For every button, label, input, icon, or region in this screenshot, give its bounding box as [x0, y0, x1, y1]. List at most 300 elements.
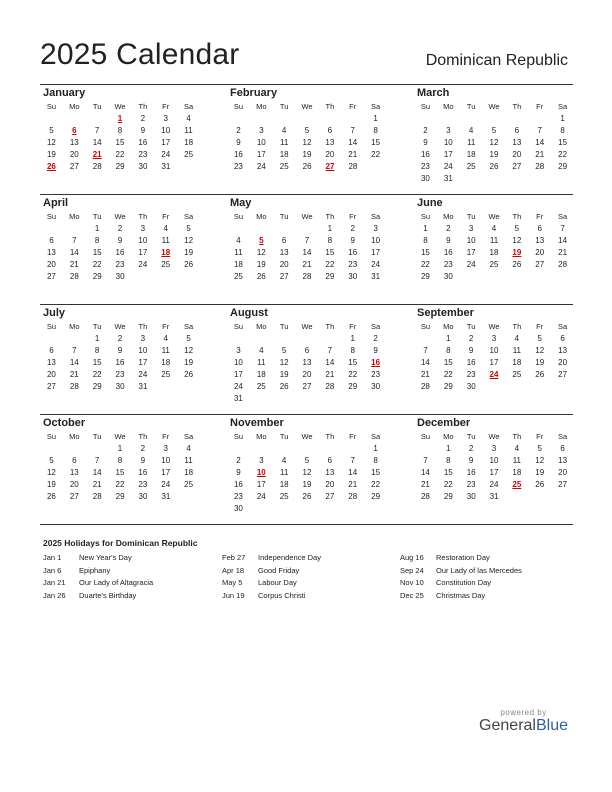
weekday-label: We: [301, 102, 313, 111]
week-row: [227, 393, 387, 405]
holiday-item-date: Jun 19: [222, 590, 245, 600]
day-cell: 25: [161, 370, 171, 379]
day-cell: 9: [117, 236, 123, 245]
day-cell: 15: [115, 468, 125, 477]
day-cell: 2: [468, 444, 474, 453]
day-cell: 12: [279, 358, 289, 367]
holiday-item-date: Sep 24: [400, 565, 424, 575]
day-cell: 8: [117, 126, 123, 135]
day-cell: 2: [236, 456, 241, 465]
weekday-label: Th: [325, 322, 335, 331]
week-row: [414, 479, 574, 491]
footer-logo: [479, 708, 568, 735]
brand-text-blue: Blue: [535, 717, 568, 734]
day-cell: 4: [514, 334, 520, 343]
week-row: [227, 333, 387, 345]
week-row: [227, 125, 387, 137]
month-october: [40, 414, 200, 503]
day-cell: 30: [138, 492, 148, 501]
day-cell: 13: [302, 358, 312, 367]
weekday-label: Sa: [370, 322, 381, 331]
day-cell: 29: [443, 382, 453, 391]
holiday-item-date: Jan 21: [43, 578, 66, 587]
weekday-label: Tu: [466, 432, 476, 441]
day-cell: 27: [46, 272, 56, 281]
holiday-item-date: Feb 27: [222, 553, 246, 562]
day-cell: 13: [69, 138, 79, 147]
holiday-item: [400, 590, 575, 603]
day-cell: 2: [117, 334, 123, 343]
day-cell: 19: [279, 370, 289, 379]
day-cell: 20: [279, 260, 289, 269]
day-cell: 17: [138, 358, 148, 367]
week-row: [414, 161, 574, 173]
day-cell: 21: [69, 260, 79, 269]
week-row: [227, 381, 387, 393]
day-cell: 1: [350, 334, 355, 343]
week-row: [40, 161, 200, 173]
powered-by-text: powered by: [500, 708, 547, 717]
day-cell: 24: [233, 382, 243, 391]
day-cell: 15: [558, 138, 568, 147]
day-cell: 13: [46, 248, 56, 257]
day-cell: 18: [279, 150, 289, 159]
day-cell: 11: [161, 346, 170, 355]
week-row: [414, 223, 574, 235]
day-cell: 24: [466, 260, 476, 269]
empty-cell: [227, 113, 250, 125]
week-row: [414, 443, 574, 455]
day-cell: 1: [94, 334, 100, 343]
empty-cell: [296, 443, 319, 455]
day-cell: 27: [46, 382, 56, 391]
weekday-label: We: [301, 212, 313, 221]
day-cell: 30: [371, 382, 381, 391]
day-cell: 26: [184, 370, 194, 379]
day-cell: 3: [163, 114, 168, 123]
weekday-label: Sa: [183, 102, 194, 111]
weekday-label: Th: [138, 212, 148, 221]
month-band: [40, 414, 573, 524]
day-cell: 22: [558, 150, 568, 159]
day-cell: 23: [348, 260, 358, 269]
week-row: [227, 149, 387, 161]
day-cell: 9: [236, 468, 241, 477]
day-cell: 19: [46, 150, 56, 159]
day-cell: 5: [537, 444, 542, 453]
day-cell: 16: [466, 468, 476, 477]
day-cell: 9: [140, 126, 146, 135]
weekday-label: Su: [420, 102, 431, 111]
day-cell: 24: [161, 480, 171, 489]
weekday-label: Mo: [443, 432, 454, 441]
month-march: [414, 84, 574, 185]
day-cell: 11: [161, 236, 170, 245]
day-cell: 15: [371, 468, 381, 477]
day-cell: 19: [184, 358, 194, 367]
holiday-item: [43, 565, 218, 578]
day-cell: 16: [466, 358, 476, 367]
day-cell: 20: [325, 480, 335, 489]
day-cell: 9: [373, 346, 378, 355]
weekday-label: Su: [46, 432, 57, 441]
weekday-label: Fr: [162, 322, 170, 331]
day-cell: 26: [184, 260, 194, 269]
day-cell: 6: [560, 334, 565, 343]
week-row: [40, 345, 200, 357]
weekday-label: Th: [512, 212, 522, 221]
week-row: [40, 247, 200, 259]
week-row: [414, 357, 574, 369]
day-cell: 4: [186, 114, 191, 123]
day-cell: 15: [325, 248, 335, 257]
day-cell: 1: [94, 224, 100, 233]
holiday-date: 5: [259, 236, 264, 245]
day-cell: 9: [140, 456, 146, 465]
day-cell: 23: [138, 150, 148, 159]
day-cell: 8: [373, 126, 378, 135]
week-row: [414, 247, 574, 259]
day-cell: 14: [535, 138, 545, 147]
week-row: [227, 479, 387, 491]
day-cell: 19: [184, 248, 194, 257]
weekday-label: Th: [512, 322, 522, 331]
day-cell: 12: [535, 346, 545, 355]
day-cell: 30: [420, 174, 430, 183]
week-row: [414, 333, 574, 345]
month-name: November: [230, 417, 284, 429]
day-cell: 16: [115, 248, 125, 257]
weekday-header: [227, 211, 387, 223]
empty-cell: [414, 333, 437, 345]
week-row: [414, 491, 574, 503]
day-cell: 15: [420, 248, 430, 257]
holiday-item-date: Apr 18: [222, 565, 245, 575]
day-cell: 3: [491, 334, 497, 343]
day-cell: 24: [371, 260, 381, 269]
day-cell: 2: [236, 126, 241, 135]
day-cell: 22: [371, 150, 381, 159]
day-cell: 29: [92, 272, 102, 281]
day-cell: 10: [161, 456, 171, 465]
weekday-label: We: [488, 212, 500, 221]
day-cell: 18: [256, 370, 266, 379]
day-cell: 6: [49, 346, 54, 355]
weekday-label: Mo: [443, 102, 454, 111]
day-cell: 8: [446, 346, 451, 355]
weekday-header: [414, 431, 574, 443]
empty-cell: [250, 443, 273, 455]
week-row: [227, 455, 387, 467]
day-cell: 26: [512, 260, 522, 269]
holiday-item-name: Our Lady of las Mercedes: [436, 565, 522, 575]
month-name: December: [417, 417, 471, 429]
empty-cell: [341, 443, 364, 455]
day-cell: 13: [558, 456, 568, 465]
day-cell: 31: [443, 174, 453, 183]
day-cell: 26: [535, 480, 545, 489]
day-cell: 22: [348, 370, 358, 379]
day-cell: 13: [512, 138, 522, 147]
weekday-label: Tu: [92, 102, 102, 111]
holiday-item-date: Aug 16: [400, 553, 424, 562]
day-cell: 12: [184, 346, 194, 355]
weekday-label: Fr: [349, 432, 357, 441]
weekday-label: Fr: [349, 102, 357, 111]
day-cell: 17: [161, 468, 171, 477]
weekday-header: [40, 431, 200, 443]
empty-cell: [414, 113, 437, 125]
day-cell: 12: [302, 468, 312, 477]
holiday-item-name: Corpus Christi: [258, 590, 306, 600]
day-cell: 19: [535, 358, 545, 367]
weekday-label: Tu: [279, 212, 289, 221]
month-name: April: [43, 197, 69, 209]
weekday-label: Sa: [183, 212, 194, 221]
day-cell: 25: [489, 260, 499, 269]
holiday-column: [222, 552, 397, 602]
day-cell: 2: [423, 126, 428, 135]
day-cell: 20: [69, 480, 79, 489]
day-cell: 18: [512, 358, 522, 367]
day-cell: 7: [560, 224, 565, 233]
day-cell: 24: [256, 492, 266, 501]
week-row: [227, 137, 387, 149]
holiday-item-date: Jan 1: [43, 553, 62, 562]
day-cell: 1: [327, 224, 333, 233]
empty-cell: [40, 113, 63, 125]
weekday-label: Fr: [162, 102, 170, 111]
month-name: February: [230, 87, 278, 99]
month-december: [414, 414, 574, 503]
brand-logo: [479, 717, 568, 735]
day-cell: 21: [348, 150, 358, 159]
day-cell: 24: [138, 260, 148, 269]
day-cell: 11: [279, 468, 289, 477]
weekday-label: We: [488, 322, 500, 331]
day-cell: 12: [184, 236, 194, 245]
day-cell: 5: [304, 456, 310, 465]
day-cell: 21: [348, 480, 358, 489]
day-cell: 5: [281, 346, 287, 355]
holiday-item: [43, 577, 218, 590]
weekday-label: Mo: [256, 322, 267, 331]
day-cell: 23: [371, 370, 381, 379]
day-cell: 10: [161, 126, 171, 135]
weekday-label: Su: [233, 102, 244, 111]
day-cell: 5: [186, 224, 191, 233]
weekday-label: Mo: [256, 432, 267, 441]
day-cell: 10: [466, 236, 476, 245]
weekday-label: Th: [325, 102, 335, 111]
day-cell: 17: [489, 358, 499, 367]
day-cell: 8: [117, 456, 123, 465]
day-cell: 20: [535, 248, 545, 257]
weekday-label: We: [301, 322, 313, 331]
day-cell: 10: [138, 236, 148, 245]
week-row: [414, 173, 574, 185]
day-cell: 25: [279, 162, 289, 171]
holiday-date: 21: [92, 150, 102, 159]
holiday-item-name: New Year's Day: [79, 553, 132, 562]
empty-cell: [296, 223, 319, 235]
holiday-item-date: Nov 10: [400, 578, 424, 587]
week-row: [414, 369, 574, 381]
day-cell: 23: [233, 492, 243, 501]
weekday-header: [414, 321, 574, 333]
day-cell: 30: [233, 504, 243, 513]
day-cell: 22: [115, 480, 125, 489]
holiday-date: 10: [256, 468, 266, 477]
day-cell: 10: [256, 138, 266, 147]
day-cell: 12: [46, 468, 56, 477]
weekday-label: Th: [325, 212, 335, 221]
day-cell: 28: [535, 162, 545, 171]
day-cell: 26: [46, 492, 56, 501]
day-cell: 11: [279, 138, 289, 147]
day-cell: 22: [325, 260, 335, 269]
day-cell: 12: [489, 138, 499, 147]
day-cell: 28: [420, 492, 430, 501]
week-row: [414, 345, 574, 357]
week-row: [414, 259, 574, 271]
day-cell: 10: [443, 138, 453, 147]
day-cell: 4: [259, 346, 264, 355]
day-cell: 30: [466, 492, 476, 501]
day-cell: 25: [279, 492, 289, 501]
month-name: January: [43, 87, 86, 99]
day-cell: 16: [138, 468, 148, 477]
day-cell: 31: [138, 382, 148, 391]
day-cell: 3: [446, 126, 451, 135]
empty-cell: [318, 113, 341, 125]
day-cell: 8: [423, 236, 428, 245]
day-cell: 18: [184, 468, 194, 477]
week-row: [227, 369, 387, 381]
weekday-label: Sa: [183, 432, 194, 441]
weekday-label: Fr: [536, 322, 544, 331]
day-cell: 1: [117, 444, 123, 453]
holiday-date: 25: [512, 480, 522, 489]
week-row: [414, 467, 574, 479]
day-cell: 27: [69, 492, 79, 501]
empty-cell: [483, 113, 506, 125]
day-cell: 22: [115, 150, 125, 159]
week-row: [414, 113, 574, 125]
day-cell: 16: [420, 150, 430, 159]
month-january: [40, 84, 200, 173]
day-cell: 21: [302, 260, 312, 269]
week-row: [40, 113, 200, 125]
day-cell: 22: [92, 260, 102, 269]
week-row: [40, 271, 200, 283]
week-row: [414, 125, 574, 137]
day-cell: 4: [281, 126, 287, 135]
weekday-header: [227, 431, 387, 443]
day-cell: 18: [512, 468, 522, 477]
weekday-label: We: [114, 212, 126, 221]
day-cell: 14: [420, 468, 430, 477]
holiday-item-name: Good Friday: [258, 565, 300, 575]
weekday-label: Th: [138, 322, 148, 331]
day-cell: 12: [46, 138, 56, 147]
day-cell: 18: [466, 150, 476, 159]
day-cell: 26: [256, 272, 266, 281]
weekday-header: [227, 321, 387, 333]
weekday-label: Su: [46, 102, 57, 111]
week-row: [414, 149, 574, 161]
day-cell: 9: [468, 456, 474, 465]
day-cell: 5: [49, 456, 54, 465]
holiday-item: [222, 577, 397, 590]
day-cell: 14: [420, 358, 430, 367]
day-cell: 18: [161, 358, 171, 367]
day-cell: 4: [281, 456, 287, 465]
day-cell: 2: [446, 224, 451, 233]
holiday-item-date: Dec 25: [400, 590, 424, 600]
empty-cell: [86, 113, 109, 125]
week-row: [227, 223, 387, 235]
country-name: Dominican Republic: [425, 52, 568, 69]
weekday-label: Fr: [162, 212, 170, 221]
day-cell: 13: [69, 468, 79, 477]
month-august: [227, 304, 387, 405]
day-cell: 7: [537, 126, 542, 135]
day-cell: 17: [138, 248, 148, 257]
day-cell: 26: [302, 492, 312, 501]
month-name: October: [43, 417, 86, 429]
day-cell: 20: [558, 468, 568, 477]
week-row: [40, 137, 200, 149]
weekday-label: Mo: [69, 212, 80, 221]
day-cell: 5: [514, 224, 520, 233]
day-cell: 25: [161, 260, 171, 269]
week-row: [414, 137, 574, 149]
weekday-label: Fr: [536, 212, 544, 221]
day-cell: 18: [279, 480, 289, 489]
day-cell: 25: [512, 370, 522, 379]
week-row: [227, 161, 387, 173]
month-name: June: [417, 197, 443, 209]
weekday-header: [40, 211, 200, 223]
day-cell: 29: [92, 382, 102, 391]
day-cell: 6: [327, 126, 333, 135]
week-row: [40, 455, 200, 467]
day-cell: 4: [186, 444, 191, 453]
weekday-label: Su: [46, 212, 57, 221]
day-cell: 2: [468, 334, 474, 343]
day-cell: 1: [446, 334, 451, 343]
holiday-item-name: Duarte's Birthday: [79, 590, 137, 600]
holiday-item-name: Restoration Day: [436, 553, 490, 562]
week-row: [40, 333, 200, 345]
day-cell: 18: [489, 248, 499, 257]
day-cell: 28: [69, 272, 79, 281]
day-cell: 26: [279, 382, 289, 391]
day-cell: 9: [350, 236, 355, 245]
weekday-label: Tu: [92, 432, 102, 441]
day-cell: 10: [489, 346, 499, 355]
day-cell: 22: [443, 480, 453, 489]
day-cell: 7: [350, 456, 355, 465]
day-cell: 23: [466, 370, 476, 379]
holiday-item-name: Epiphany: [79, 565, 111, 575]
holiday-item-date: Jan 26: [43, 590, 66, 600]
day-cell: 26: [302, 162, 312, 171]
day-cell: 7: [72, 346, 77, 355]
holiday-item: [43, 590, 218, 603]
day-cell: 23: [466, 480, 476, 489]
